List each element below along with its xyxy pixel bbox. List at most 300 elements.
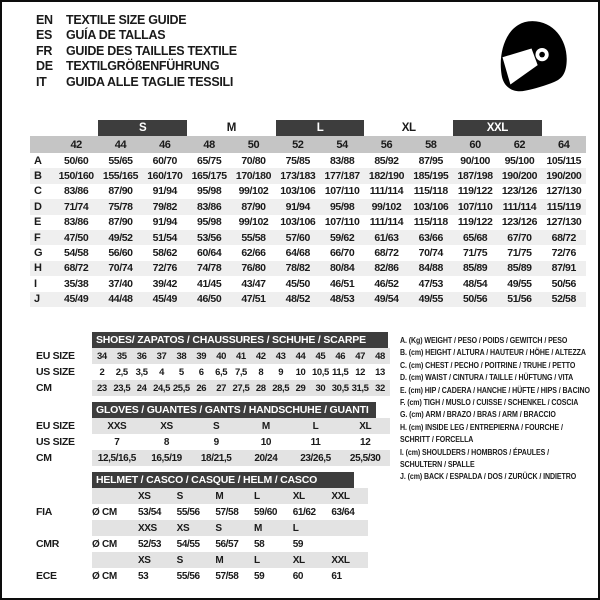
language-row-it — [36, 74, 237, 90]
helmet-sizes — [92, 520, 368, 536]
measure-value: 68/72 — [374, 247, 399, 260]
shoes-value: 25,5 — [172, 382, 190, 394]
helmet-unit-label: Ø CM — [92, 538, 117, 550]
shoes-row — [36, 348, 390, 364]
helmet-value: 57/58 — [215, 506, 239, 518]
measure-value: 75/85 — [285, 154, 310, 167]
language-row-fr — [36, 43, 237, 59]
legend-item-c: C. (cm) CHEST / PECHO / POITRINE / TRUHE / PETTO — [400, 359, 576, 370]
helmet-standard-label: FIA — [36, 506, 53, 518]
shoes-value: 36 — [136, 350, 147, 362]
helmet-values — [92, 504, 368, 520]
measure-value: 65/75 — [197, 154, 222, 167]
measure-value: 170/180 — [235, 170, 272, 183]
measure-value: 71/75 — [462, 247, 488, 260]
shoes-row-label: EU SIZE — [36, 350, 75, 362]
helmet-section — [36, 472, 368, 584]
measure-value: 185/195 — [413, 170, 449, 183]
legend-item-b: B. (cm) HEIGHT / ALTURA / HAUTEUR / HÖHE / ALTEZZA — [400, 347, 586, 358]
measure-value: 85/92 — [374, 154, 399, 167]
helmet-value: 59 — [254, 570, 265, 582]
size-number-48: 48 — [203, 138, 215, 151]
legend-item-e: E. (cm) HIP / CADERA / HANCHE / HÜFTE / HIPS / BACINO — [400, 384, 590, 395]
shoes-value: 46 — [335, 350, 346, 362]
measure-value: 85/89 — [462, 262, 488, 275]
size-group-l: L — [276, 120, 365, 136]
measure-value: 95/98 — [329, 200, 355, 213]
shoes-value: 8 — [258, 366, 264, 378]
size-number-62: 62 — [513, 138, 526, 151]
measure-value: 75/78 — [108, 200, 133, 213]
measure-value: 51/56 — [507, 293, 532, 306]
measure-value: 49/55 — [418, 293, 443, 306]
size-number-50: 50 — [247, 138, 260, 151]
measure-value: 61/63 — [374, 231, 399, 244]
shoes-value: 23 — [97, 382, 107, 394]
shoes-value: 12 — [355, 366, 365, 378]
measure-row-letter: E — [34, 216, 42, 229]
language-code: ES — [36, 28, 53, 43]
shoes-value: 2,5 — [115, 366, 128, 378]
measure-row-f — [30, 230, 586, 245]
helmet-size-label: L — [292, 522, 299, 534]
measure-value: 91/94 — [152, 185, 177, 198]
gloves-value: 7 — [114, 436, 120, 448]
shoes-value: 26 — [196, 382, 207, 394]
measure-row-i — [30, 276, 586, 291]
gloves-row-label: EU SIZE — [36, 420, 75, 432]
shoes-value: 4 — [159, 366, 164, 378]
measure-row-c — [30, 184, 586, 199]
measure-value: 85/89 — [507, 262, 532, 275]
helmet-value: 55/56 — [176, 506, 200, 518]
measure-value: 47/51 — [241, 293, 266, 306]
measure-value: 52/58 — [551, 293, 576, 306]
size-group-s: S — [98, 120, 187, 136]
measure-value: 115/119 — [546, 200, 581, 213]
measure-value: 123/126 — [501, 216, 538, 229]
helmet-values-row-cmr — [36, 536, 368, 552]
shoes-value: 13 — [375, 366, 385, 378]
measure-value: 74/78 — [197, 262, 222, 275]
measure-value: 45/49 — [152, 293, 177, 306]
shoes-value: 31,5 — [351, 382, 369, 394]
measure-value: 99/102 — [238, 185, 269, 198]
measure-value: 79/82 — [152, 200, 177, 213]
helmet-rows — [36, 488, 368, 584]
shoes-row — [36, 364, 390, 380]
size-number-46: 46 — [159, 138, 171, 151]
measure-value: 71/74 — [64, 200, 89, 213]
measure-value: 190/200 — [501, 170, 538, 183]
measure-value: 39/42 — [152, 277, 177, 290]
measure-row-e — [30, 215, 586, 230]
measure-row-letter: D — [34, 200, 42, 213]
measure-value: 95/98 — [197, 185, 222, 198]
helmet-value: 59 — [292, 538, 304, 550]
shoes-row-label: US SIZE — [36, 366, 75, 378]
helmet-size-label: XXS — [138, 522, 157, 534]
helmet-title-bar: HELMET / CASCO / CASQUE / HELM / CASCO — [92, 472, 354, 488]
measure-value: 76/80 — [241, 262, 266, 275]
language-row-es — [36, 28, 237, 44]
helmet-size-label: XS — [138, 554, 151, 566]
measure-value: 83/86 — [64, 185, 89, 198]
shoes-value: 47 — [355, 350, 365, 362]
shoes-value: 43 — [275, 350, 286, 362]
language-title: TEXTILE SIZE GUIDE — [66, 12, 187, 27]
shoes-value: 9 — [278, 366, 284, 378]
measure-value: 48/54 — [462, 277, 488, 290]
measure-value: 87/90 — [108, 216, 133, 229]
measure-value: 50/56 — [551, 277, 576, 290]
helmet-sizes — [92, 488, 368, 504]
gloves-value: XXS — [107, 420, 127, 432]
gloves-value: 8 — [163, 436, 170, 448]
helmet-value: 54/55 — [176, 538, 200, 550]
size-number-44: 44 — [114, 138, 127, 151]
helmet-size-label: S — [215, 522, 222, 534]
measure-value: 44/48 — [108, 293, 133, 306]
measure-value: 45/49 — [64, 293, 89, 306]
shoes-value: 10,5 — [311, 366, 329, 378]
measure-value: 83/88 — [329, 154, 355, 167]
gloves-row-label: CM — [36, 452, 52, 464]
gloves-value: L — [312, 420, 319, 432]
shoes-values — [92, 348, 390, 364]
helmet-values-row-fia — [36, 504, 368, 520]
measure-row-letter: I — [34, 277, 38, 290]
helmet-value: 52/53 — [138, 538, 162, 550]
measure-value: 53/56 — [197, 231, 222, 244]
measure-value: 41/45 — [197, 277, 222, 290]
measure-value: 87/95 — [418, 154, 443, 167]
language-title: GUÍA DE TALLAS — [66, 28, 166, 43]
measure-value: 111/114 — [369, 216, 404, 229]
measure-value: 49/55 — [507, 277, 532, 290]
helmet-size-label: S — [176, 490, 183, 502]
size-numbers-row — [30, 136, 586, 153]
measure-value: 35/38 — [64, 277, 89, 290]
measure-value: 95/98 — [197, 216, 222, 229]
measure-value: 43/47 — [241, 277, 266, 290]
helmet-size-label: L — [254, 554, 260, 566]
size-number-54: 54 — [336, 138, 348, 151]
measure-value: 80/84 — [329, 262, 355, 275]
measure-value: 55/58 — [241, 231, 266, 244]
legend-item-a: A. (Kg) WEIGHT / PESO / POIDS / GEWITCH / PESO — [400, 335, 568, 345]
shoes-value: 48 — [375, 350, 385, 362]
helmet-value: 56/57 — [215, 538, 239, 550]
helmet-value: 53 — [138, 570, 149, 582]
measure-value: 51/54 — [152, 231, 177, 244]
shoes-value: 40 — [216, 350, 226, 362]
measure-value: 78/82 — [285, 262, 310, 275]
size-group-xl: XL — [401, 122, 416, 134]
measure-value: 95/100 — [504, 154, 535, 167]
shoes-value: 2 — [99, 366, 105, 378]
shoes-value: 10 — [295, 366, 306, 378]
measure-value: 111/114 — [502, 200, 537, 213]
measure-value: 115/118 — [413, 216, 448, 229]
gloves-value: XS — [160, 420, 173, 432]
measure-row-a — [30, 153, 586, 168]
language-row-en — [36, 12, 237, 28]
gloves-value: 25,5/30 — [349, 452, 381, 464]
measure-value: 71/75 — [507, 247, 532, 260]
gloves-value: 18/21,5 — [200, 452, 232, 464]
measure-value: 46/52 — [374, 277, 399, 290]
measure-value: 107/110 — [457, 200, 493, 213]
size-group-m: M — [226, 122, 236, 134]
measure-value: 190/200 — [546, 170, 582, 183]
measure-value: 155/165 — [102, 170, 139, 183]
measure-value: 58/62 — [152, 247, 177, 260]
measure-value: 91/94 — [152, 216, 177, 229]
measure-row-letter: H — [34, 262, 42, 275]
measure-value: 83/86 — [197, 200, 222, 213]
gloves-row-label: US SIZE — [36, 436, 75, 448]
gloves-rows — [36, 418, 390, 466]
shoes-value: 6,5 — [215, 366, 228, 378]
measure-value: 150/160 — [58, 170, 94, 183]
measure-value: 165/175 — [191, 170, 227, 183]
shoes-value: 6 — [198, 366, 204, 378]
helmet-size-label: XXL — [331, 490, 350, 502]
gloves-value: S — [213, 420, 220, 432]
shoes-value: 23,5 — [113, 382, 131, 394]
helmet-size-label: M — [254, 522, 262, 534]
measure-row-b — [30, 168, 586, 183]
gloves-value: XL — [359, 420, 372, 432]
gloves-value: 20/24 — [254, 452, 278, 464]
shoes-value: 30 — [315, 382, 326, 394]
measure-row-j — [30, 292, 586, 307]
measure-value: 103/106 — [280, 185, 316, 198]
gloves-values — [92, 434, 390, 450]
measure-value: 103/106 — [280, 216, 316, 229]
helmet-size-label: XL — [292, 490, 305, 502]
gloves-row — [36, 418, 390, 434]
shoes-value: 24 — [136, 382, 147, 394]
language-code: FR — [36, 43, 53, 58]
measure-value: 107/110 — [324, 185, 360, 198]
size-number-64: 64 — [558, 138, 570, 151]
measure-value: 82/86 — [374, 262, 399, 275]
measure-row-letter: F — [34, 231, 41, 244]
gloves-row — [36, 450, 390, 466]
language-title: TEXTILGRÖßENFÜHRUNG — [66, 59, 220, 74]
helmet-value: 61/62 — [292, 506, 316, 518]
legend-item-h: H. (cm) INSIDE LEG / ENTREPIERNA / FOURCHE / SCHRITT / FORCELLA — [400, 421, 563, 445]
measure-value: 46/50 — [197, 293, 222, 306]
shoes-row-label: CM — [36, 382, 52, 394]
size-number-58: 58 — [425, 138, 437, 151]
size-number-52: 52 — [292, 138, 304, 151]
helmet-size-label: L — [254, 490, 260, 502]
helmet-value: 53/54 — [138, 506, 162, 518]
measure-row-g — [30, 245, 586, 260]
language-title: GUIDE DES TAILLES TEXTILE — [66, 43, 237, 58]
measure-value: 99/102 — [238, 216, 269, 229]
shoes-value: 28 — [255, 382, 266, 394]
gloves-values — [92, 418, 390, 434]
helmet-value: 57/58 — [215, 570, 239, 582]
size-number-60: 60 — [469, 138, 481, 151]
legend-item-j: J. (cm) BACK / ESPALDA / DOS / ZURÜCK / INDIETRO — [400, 471, 577, 482]
measure-value: 119/122 — [457, 216, 493, 229]
measure-value: 45/50 — [285, 277, 310, 290]
gloves-value: 16,5/19 — [151, 452, 182, 464]
measure-value: 90/100 — [460, 154, 490, 167]
gloves-value: 12,5/16,5 — [97, 452, 136, 464]
measure-value: 56/60 — [108, 247, 133, 260]
measure-value: 160/170 — [147, 170, 183, 183]
measure-value: 70/74 — [108, 262, 133, 275]
shoes-value: 35 — [116, 350, 127, 362]
helmet-sizes-row-cmr — [36, 520, 368, 536]
shoes-value: 27 — [216, 382, 226, 394]
measure-value: 59/62 — [329, 231, 355, 244]
shoes-values — [92, 380, 390, 396]
measurement-legend — [400, 334, 592, 483]
helmet-standard-label: CMR — [36, 538, 60, 550]
measure-value: 107/110 — [324, 216, 360, 229]
measure-value: 62/66 — [241, 247, 266, 260]
shoes-value: 44 — [295, 350, 306, 362]
measure-value: 46/51 — [329, 277, 355, 290]
measure-value: 70/74 — [418, 247, 443, 260]
shoes-value: 34 — [97, 350, 107, 362]
helmet-size-label: S — [176, 554, 183, 566]
size-letters-row — [30, 120, 586, 136]
measure-value: 105/115 — [546, 154, 582, 167]
measure-value: 68/72 — [64, 262, 89, 275]
legend-item-i: I. (cm) SHOULDERS / HOMBROS / ÉPAULES / SCHULTERN / SPALLE — [400, 446, 549, 470]
measure-value: 47/53 — [418, 277, 443, 290]
measure-value: 72/76 — [551, 247, 576, 260]
measure-value: 173/183 — [280, 170, 316, 183]
measure-row-letter: J — [34, 293, 41, 306]
helmet-size-label: XS — [138, 490, 151, 502]
gloves-section — [36, 402, 390, 466]
size-number-56: 56 — [380, 138, 393, 151]
shoes-value: 30,5 — [331, 382, 349, 394]
helmet-size-label: XS — [176, 522, 190, 534]
shoes-value: 42 — [255, 350, 266, 362]
helmet-value: 55/56 — [176, 570, 200, 582]
helmet-size-label: M — [215, 554, 224, 566]
helmet-value: 61 — [331, 570, 342, 582]
measure-value: 182/190 — [368, 170, 405, 183]
gloves-value: 12 — [360, 436, 371, 448]
gloves-value: 11 — [310, 436, 321, 448]
measure-value: 66/70 — [329, 247, 355, 260]
helmet-values — [92, 536, 368, 552]
measure-value: 83/86 — [64, 216, 89, 229]
measure-row-d — [30, 199, 586, 214]
measure-value: 65/68 — [462, 231, 488, 244]
measure-value: 187/198 — [457, 170, 493, 183]
helmet-sizes-row-fia — [36, 488, 368, 504]
shoes-section — [36, 332, 390, 396]
shoes-value: 27,5 — [232, 382, 250, 394]
measure-value: 68/72 — [551, 231, 576, 244]
shoes-value: 39 — [196, 350, 207, 362]
shoes-value: 41 — [236, 350, 246, 362]
measure-value: 50/56 — [462, 293, 488, 306]
measure-value: 119/122 — [457, 185, 493, 198]
shoes-value: 3,5 — [135, 366, 148, 378]
measure-row-letter: B — [34, 170, 42, 183]
shoes-value: 37 — [156, 350, 167, 362]
measure-value: 177/187 — [324, 170, 360, 183]
measure-value: 64/68 — [285, 247, 310, 260]
measure-row-letter: A — [34, 154, 42, 167]
measure-value: 55/65 — [108, 154, 133, 167]
shoes-title-bar: SHOES/ ZAPATOS / CHAUSSURES / SCHUHE / SCARPE — [92, 332, 388, 348]
measure-value: 84/88 — [418, 262, 443, 275]
measure-value: 47/50 — [64, 231, 89, 244]
helmet-size-label: XXL — [331, 554, 350, 566]
size-number-42: 42 — [70, 138, 82, 151]
measure-value: 49/52 — [108, 231, 133, 244]
measure-value: 60/70 — [152, 154, 177, 167]
shoes-row — [36, 380, 390, 396]
language-code: DE — [36, 59, 53, 74]
legend-item-g: G. (cm) ARM / BRAZO / BRAS / ARM / BRACCIO — [400, 409, 556, 420]
helmet-sizes — [92, 552, 368, 568]
measure-value: 87/90 — [108, 185, 133, 198]
measure-value: 60/64 — [197, 247, 222, 260]
measure-value: 72/76 — [152, 262, 177, 275]
measure-value: 49/54 — [374, 293, 399, 306]
measure-row-h — [30, 261, 586, 276]
shoes-value: 7,5 — [234, 366, 247, 378]
measure-row-letter: C — [34, 185, 42, 198]
helmet-value: 58 — [254, 538, 265, 550]
main-size-table — [30, 120, 586, 307]
helmet-value: 60 — [292, 570, 304, 582]
shoes-value: 11,5 — [332, 366, 349, 378]
legend-item-d: D. (cm) WAIST / CINTURA / TAILLE / HÜFTUNG / VITA — [400, 372, 574, 383]
measure-value: 57/60 — [285, 231, 310, 244]
size-group-xxl: XXL — [453, 120, 542, 136]
measure-value: 67/70 — [507, 231, 532, 244]
measure-value: 48/53 — [329, 293, 355, 306]
helmet-values — [92, 568, 368, 584]
measure-value: 115/118 — [413, 185, 448, 198]
gloves-values — [92, 450, 390, 466]
measure-value: 63/66 — [418, 231, 443, 244]
helmet-standard-label: ECE — [36, 570, 57, 582]
helmet-unit-label: Ø CM — [92, 570, 117, 582]
measure-value: 70/80 — [241, 154, 266, 167]
gloves-value: 23/26,5 — [300, 452, 331, 464]
measure-value: 111/114 — [369, 185, 404, 198]
racing-helmet-icon — [484, 12, 572, 106]
helmet-values-row-ece — [36, 568, 368, 584]
measure-value: 91/94 — [285, 200, 310, 213]
language-title-block — [36, 12, 237, 90]
helmet-unit-label: Ø CM — [92, 506, 117, 518]
measure-value: 54/58 — [64, 247, 89, 260]
helmet-icon-svg — [484, 12, 572, 106]
gloves-title-bar: GLOVES / GUANTES / GANTS / HANDSCHUHE / GUANTI — [92, 402, 376, 418]
measure-value: 127/130 — [546, 216, 582, 229]
shoes-value: 24,5 — [153, 382, 170, 394]
shoes-value: 29 — [295, 382, 306, 394]
